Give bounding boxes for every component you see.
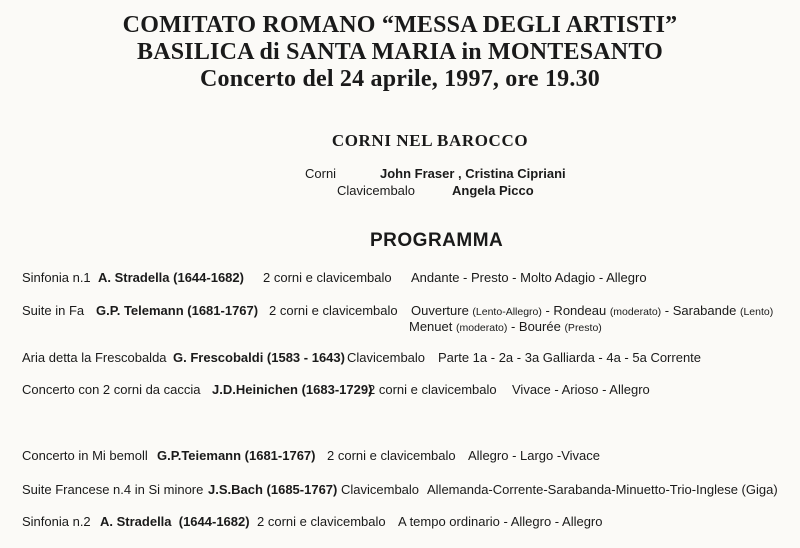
instrumentation: Clavicembalo [341,482,420,497]
composer: J.S.Bach (1685-1767) [208,482,338,497]
instrumentation: 2 corni e clavicembalo [269,303,398,318]
programme-row [22,482,778,497]
instrumentation: 2 corni e clavicembalo [368,382,497,397]
composer: G. Frescobaldi (1583 - 1643) [173,350,345,365]
harpsichord-player: Angela Picco [452,183,534,198]
horns-players: John Fraser , Cristina Cipriani [380,166,566,181]
instrumentation: 2 corni e clavicembalo [327,448,456,463]
horns-label: Corni [305,166,337,181]
harpsichord-label: Clavicembalo [337,183,416,198]
programme-row [22,448,600,463]
programme-row [22,382,650,397]
work-title: Suite in Fa [22,303,85,318]
work-title: Suite Francese n.4 in Si minore [22,482,204,497]
instrumentation: 2 corni e clavicembalo [263,270,392,285]
movements: A tempo ordinario - Allegro - Allegro [398,514,603,529]
header-line-organizer: COMITATO ROMANO “MESSA DEGLI ARTISTI” [122,12,678,38]
programme-row [22,270,647,285]
composer: A. Stradella (1644-1682) [98,270,244,285]
header-line-venue: BASILICA di SANTA MARIA in MONTESANTO [137,39,663,65]
programme-row [22,514,603,529]
programme-row [22,350,702,365]
composer: J.D.Heinichen (1683-1729) [212,382,373,397]
work-title: Concerto in Mi bemoll [22,448,148,463]
composer: A. Stradella (1644-1682) [100,514,250,529]
instrumentation: 2 corni e clavicembalo [257,514,386,529]
programme-heading: PROGRAMMA [370,230,504,251]
work-title: Sinfonia n.1 [22,270,91,285]
programme-row [22,303,774,318]
header-line-date: Concerto del 24 aprile, 1997, ore 19.30 [200,66,600,92]
composer: G.P. Telemann (1681-1767) [96,303,259,318]
work-title: Sinfonia n.2 [22,514,91,529]
work-title: Aria detta la Frescobalda [22,350,167,365]
movements: Vivace - Arioso - Allegro [512,382,650,397]
movements: Allemanda-Corrente-Sarabanda-Minuetto-Trio-Inglese (Giga) [427,482,778,497]
movements: Ouverture (Lento-Allegro) - Rondeau (moderato) - Sarabande (Lento) [411,303,774,318]
movements: Parte 1a - 2a - 3a Galliarda - 4a - 5a Corrente [438,350,702,365]
composer: G.P.Teiemann (1681-1767) [157,448,316,463]
movements: Andante - Presto - Molto Adagio - Allegro [411,270,647,285]
concert-title: CORNI NEL BAROCCO [331,131,529,150]
work-title: Concerto con 2 corni da caccia [22,382,201,397]
movements: Allegro - Largo -Vivace [468,448,600,463]
movements-continued: Menuet (moderato) - Bourée (Presto) [409,319,602,334]
instrumentation: Clavicembalo [347,350,426,365]
